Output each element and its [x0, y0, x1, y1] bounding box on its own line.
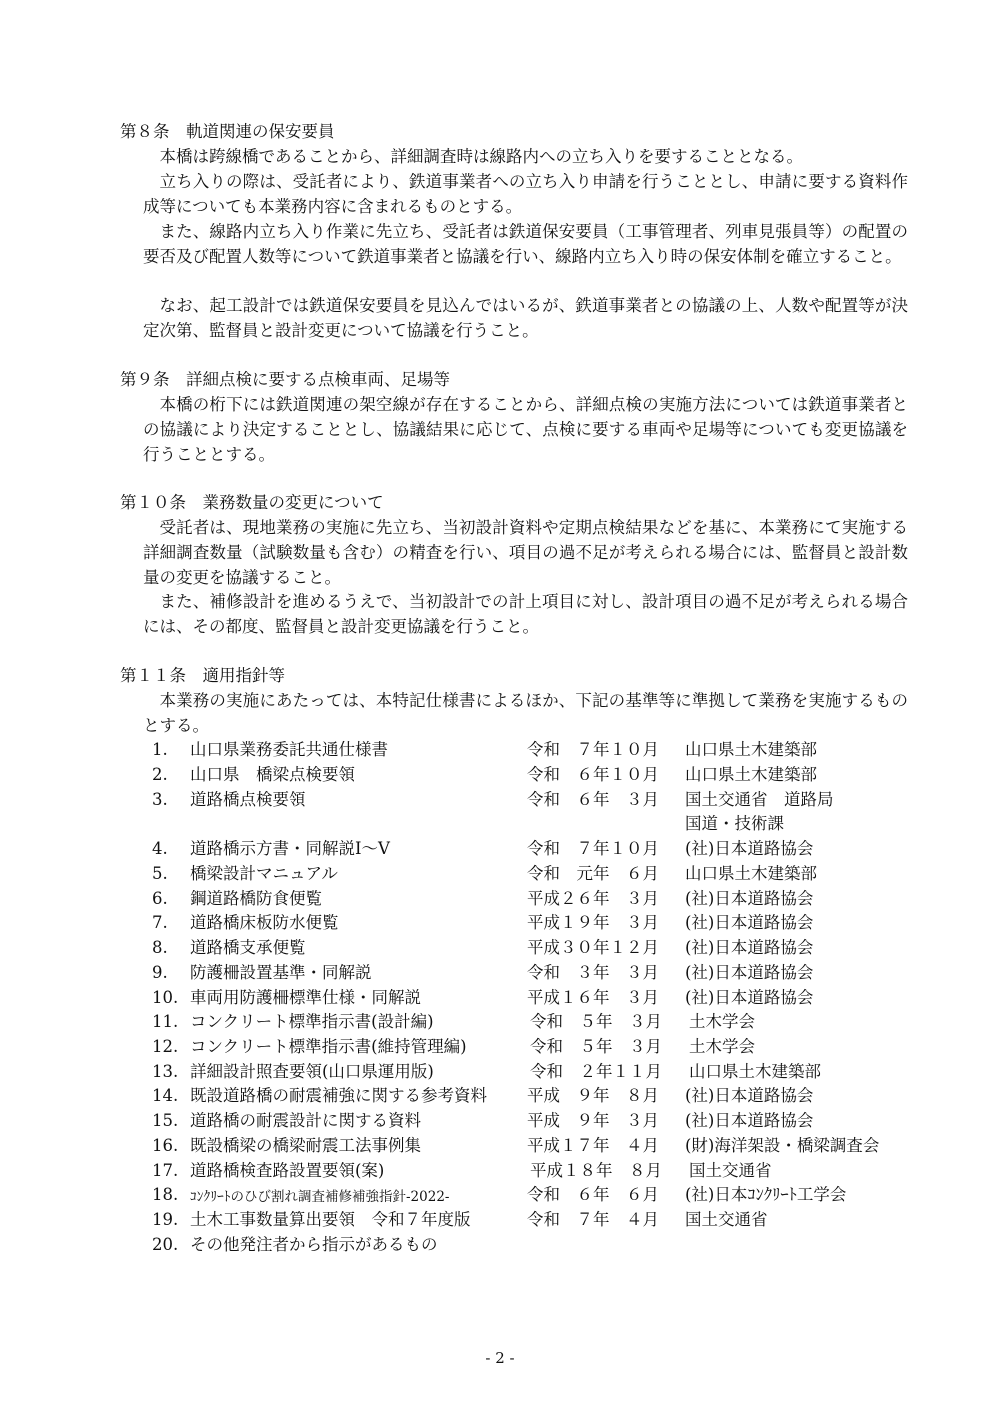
section-8-paragraph-1: 本橋は跨線橋であることから、詳細調査時は線路内への立ち入りを要することとなる。: [159, 147, 803, 166]
reference-number: 4.: [152, 839, 168, 858]
reference-number: 2.: [152, 765, 168, 784]
section-8-heading: 第８条 軌道関連の保安要員: [120, 122, 335, 141]
reference-title: 車両用防護柵標準仕様・同解説: [190, 988, 421, 1007]
reference-date: 平成１９年 ３月: [527, 913, 659, 932]
reference-issuer: (社)日本道路協会: [685, 839, 814, 858]
reference-title: 道路橋床板防水便覧: [190, 913, 339, 932]
reference-date: 令和 ６年１０月: [527, 765, 659, 784]
reference-number: 7.: [152, 913, 168, 932]
reference-title: 既設道路橋の耐震補強に関する参考資料: [190, 1086, 487, 1105]
section-10-paragraph-2: また、補修設計を進めるうえで、当初設計での計上項目に対し、設計項目の過不足が考えられる場合には、その都度、監督員と設計変更協議を行うこと。: [143, 592, 908, 636]
reference-title: コンクリート標準指示書(設計編): [190, 1012, 434, 1031]
reference-number: 8.: [152, 938, 168, 957]
reference-title: 防護柵設置基準・同解説: [190, 963, 372, 982]
section-10-heading: 第１０条 業務数量の変更について: [120, 493, 384, 512]
reference-number: 15.: [152, 1111, 179, 1130]
reference-number: 10.: [152, 988, 179, 1007]
reference-number: 1.: [152, 740, 168, 759]
reference-date: 令和 ７年１０月: [527, 839, 659, 858]
reference-date: 令和 ２年１１月: [530, 1062, 662, 1081]
reference-date: 平成 ９年 ８月: [527, 1086, 659, 1105]
reference-issuer: 山口県土木建築部: [685, 765, 817, 784]
section-9-paragraph-1: 本橋の桁下には鉄道関連の架空線が存在することから、詳細点検の実施方法については鉄道事業者との協議により決定することとし、協議結果に応じて、点検に要する車両や足場等についても変更協議を行うこととする。: [143, 395, 908, 464]
reference-issuer: (社)日本ｺﾝｸﾘｰﾄ工学会: [685, 1185, 847, 1204]
reference-date: 平成 ９年 ３月: [527, 1111, 659, 1130]
reference-title: ｺﾝｸﾘｰﾄのひび割れ調査補修補強指針-2022-: [190, 1189, 450, 1205]
section-10-paragraph-1: 受託者は、現地業務の実施に先立ち、当初設計資料や定期点検結果などを基に、本業務にて実施する詳細調査数量（試験数量も含む）の精査を行い、項目の過不足が考えられる場合には、監督員と設計数量の変更を協議すること。: [143, 518, 908, 587]
reference-title: 道路橋検査路設置要領(案): [190, 1161, 385, 1180]
reference-title: その他発注者から指示があるもの: [190, 1235, 438, 1254]
reference-date: 平成１７年 ４月: [527, 1136, 659, 1155]
reference-title: コンクリート標準指示書(維持管理編): [190, 1037, 467, 1056]
reference-number: 6.: [152, 889, 168, 908]
section-8-paragraph-2: 立ち入りの際は、受託者により、鉄道事業者への立ち入り申請を行うこととし、申請に要する資料作成等についても本業務内容に含まれるものとする。: [143, 172, 908, 216]
reference-issuer: (社)日本道路協会: [685, 963, 814, 982]
reference-date: 令和 元年 ６月: [527, 864, 659, 883]
reference-date: 令和 ６年 ６月: [527, 1185, 659, 1204]
reference-number: 9.: [152, 963, 168, 982]
reference-date: 令和 ５年 ３月: [530, 1037, 662, 1056]
reference-number: 5.: [152, 864, 168, 883]
section-8-paragraph-3: また、線路内立ち入り作業に先立ち、受託者は鉄道保安要員（工事管理者、列車見張員等）の配置の要否及び配置人数等について鉄道事業者と協議を行い、線路内立ち入り時の保安体制を確立すること。: [143, 222, 908, 266]
reference-number: 19.: [152, 1210, 179, 1229]
reference-title: 土木工事数量算出要領 令和７年度版: [190, 1210, 471, 1229]
reference-title: 道路橋の耐震設計に関する資料: [190, 1111, 421, 1130]
reference-issuer: (社)日本道路協会: [685, 889, 814, 908]
reference-number: 14.: [152, 1086, 179, 1105]
section-11-paragraph-1: 本業務の実施にあたっては、本特記仕様書によるほか、下記の基準等に準拠して業務を実施するものとする。: [143, 691, 908, 735]
reference-number: 12.: [152, 1037, 179, 1056]
reference-title: 山口県業務委託共通仕様書: [190, 740, 388, 759]
reference-issuer: 山口県土木建築部: [689, 1062, 821, 1081]
reference-issuer: 国土交通省: [689, 1161, 772, 1180]
reference-issuer: 国土交通省: [685, 1210, 768, 1229]
reference-issuer: 国土交通省 道路局: [685, 790, 834, 809]
reference-date: 平成１６年 ３月: [527, 988, 659, 1007]
reference-issuer: (社)日本道路協会: [685, 988, 814, 1007]
reference-number: 13.: [152, 1062, 179, 1081]
reference-date: 令和 ７年１０月: [527, 740, 659, 759]
reference-title: 道路橋支承便覧: [190, 938, 306, 957]
reference-title: 山口県 橋梁点検要領: [190, 765, 355, 784]
reference-issuer: (社)日本道路協会: [685, 938, 814, 957]
reference-issuer: 土木学会: [689, 1037, 755, 1056]
reference-date: 令和 ７年 ４月: [527, 1210, 659, 1229]
section-11-heading: 第１１条 適用指針等: [120, 666, 285, 685]
reference-date: 平成３０年１２月: [527, 938, 659, 957]
reference-title: 既設橋梁の橋梁耐震工法事例集: [190, 1136, 421, 1155]
section-9-heading: 第９条 詳細点検に要する点検車両、足場等: [120, 370, 450, 389]
reference-issuer: 山口県土木建築部: [685, 740, 817, 759]
page-number: - 2 -: [485, 1349, 515, 1367]
reference-title: 道路橋点検要領: [190, 790, 306, 809]
reference-issuer: (社)日本道路協会: [685, 1111, 814, 1130]
reference-issuer: (社)日本道路協会: [685, 1086, 814, 1105]
reference-title: 道路橋示方書・同解説Ⅰ～Ⅴ: [190, 839, 390, 858]
reference-number: 18.: [152, 1185, 179, 1204]
reference-title: 詳細設計照査要領(山口県運用版): [190, 1062, 434, 1081]
reference-date: 令和 ５年 ３月: [530, 1012, 662, 1031]
reference-issuer-line-2: 国道・技術課: [685, 814, 784, 833]
reference-issuer: (社)日本道路協会: [685, 913, 814, 932]
reference-number: 16.: [152, 1136, 179, 1155]
section-8-paragraph-4: なお、起工設計では鉄道保安要員を見込んではいるが、鉄道事業者との協議の上、人数や配置等が決定次第、監督員と設計変更について協議を行うこと。: [143, 296, 908, 340]
reference-title: 橋梁設計マニュアル: [190, 864, 338, 883]
reference-issuer: 山口県土木建築部: [685, 864, 817, 883]
reference-title: 鋼道路橋防食便覧: [190, 889, 322, 908]
reference-date: 令和 ６年 ３月: [527, 790, 659, 809]
reference-date: 令和 ３年 ３月: [527, 963, 659, 982]
reference-date: 平成１８年 ８月: [530, 1161, 662, 1180]
reference-issuer: 土木学会: [689, 1012, 755, 1031]
reference-issuer: (財)海洋架設・橋梁調査会: [685, 1136, 880, 1155]
reference-number: 11.: [152, 1012, 179, 1031]
reference-date: 平成２６年 ３月: [527, 889, 659, 908]
reference-number: 17.: [152, 1161, 179, 1180]
reference-number: 3.: [152, 790, 168, 809]
reference-number: 20.: [152, 1235, 179, 1254]
